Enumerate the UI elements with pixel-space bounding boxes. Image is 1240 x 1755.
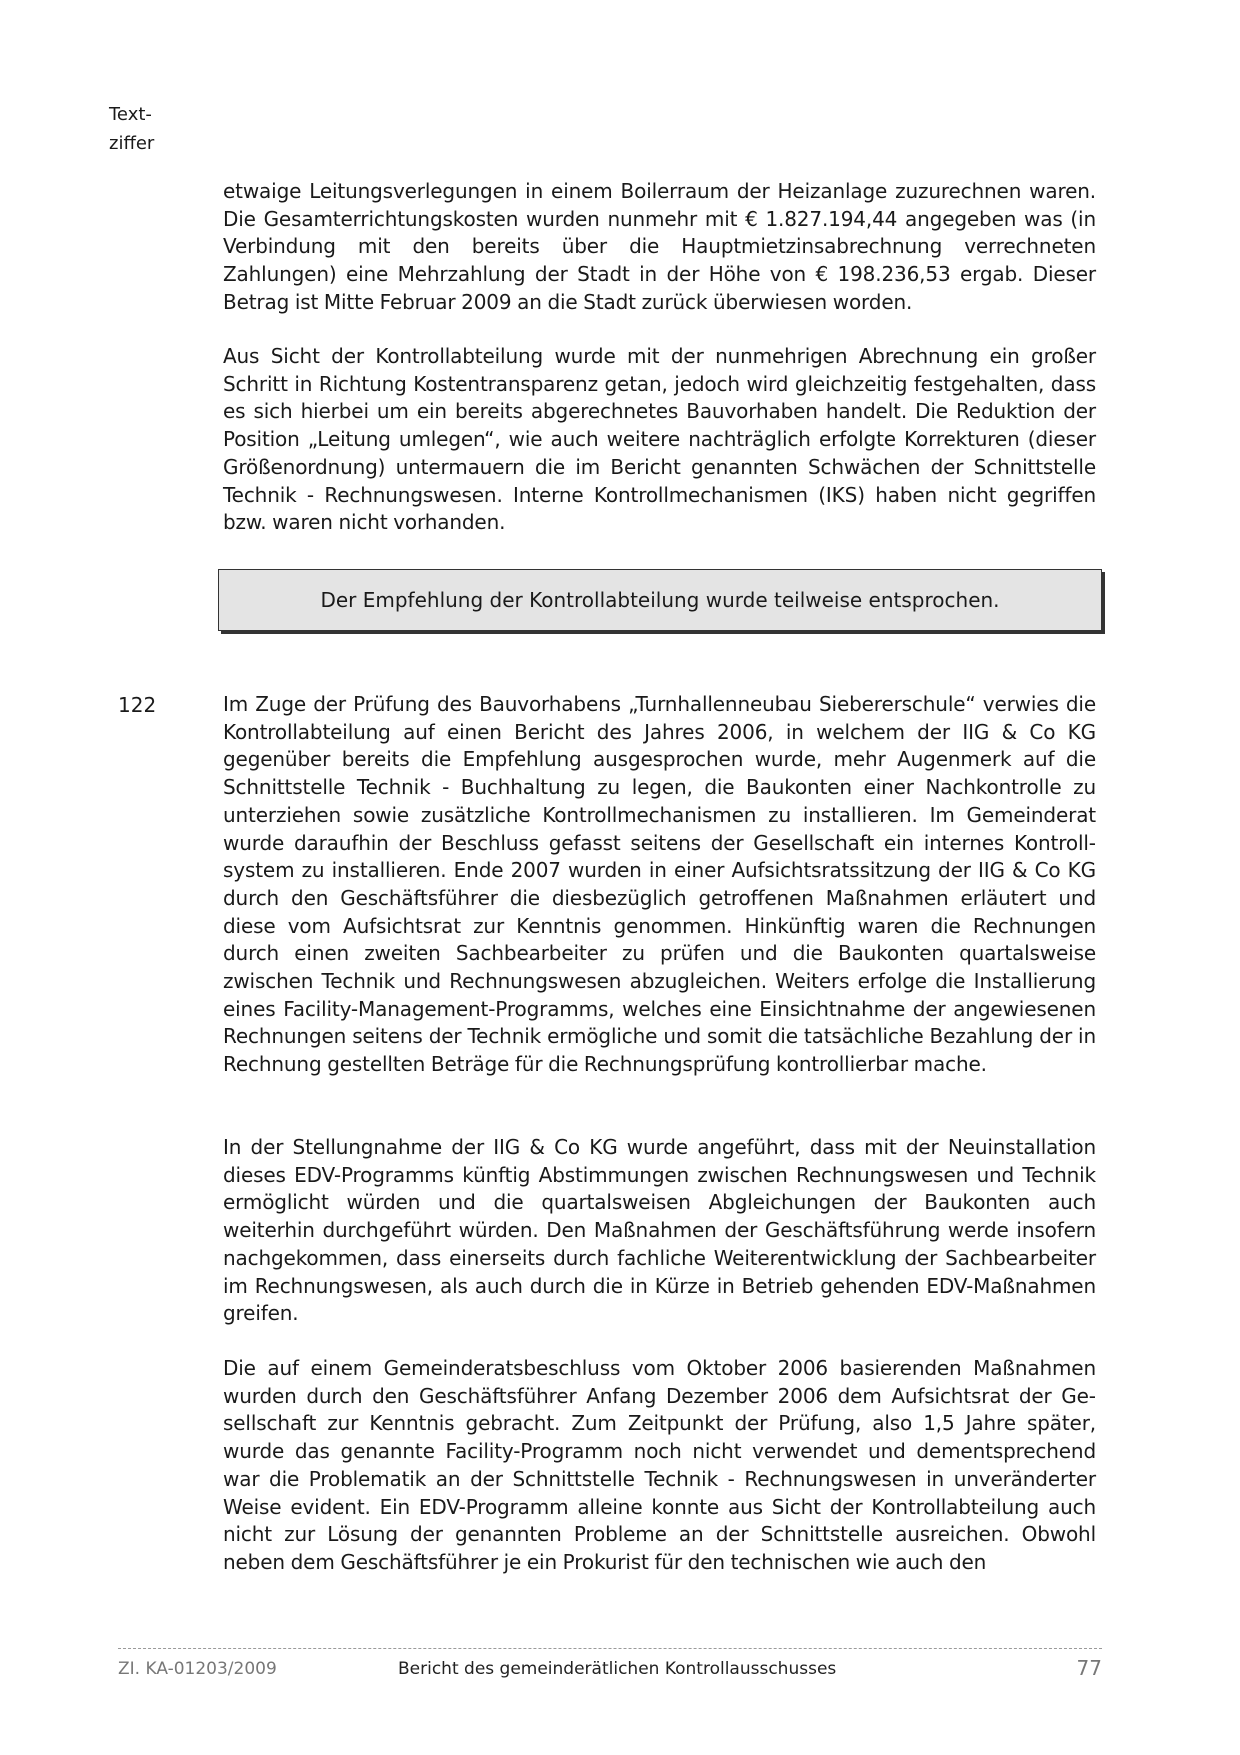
paragraph-text: Die auf einem Gemeinderatsbeschluss vom Oktober 2006 basierenden Maßnahmen wurden durch den Geschäftsführer Anfang Dezember 2006 dem Aufsichtsrat der Gesellschaft zur Kenntnis gebracht. Zum Zeitpunkt der Prüfung, also 1,5 Jahre später, wurde das genannte Facility-Programm noch nicht verwendet und dementsprechend war die Problematik an der Schnittstelle Technik - Rechnungswesen in unveränderter Weise evident. Ein EDV-Programm alleine konnte aus Sicht der Kontrollabteilung auch nicht zur Lösung der genannten Probleme an der Schnittstelle ausreichen. Obwohl neben dem Geschäftsführer je ein Prokurist für den technischen wie auch den [223,1356,1096,1574]
footer-title: Bericht des gemeinderätlichen Kontrollausschusses [398,1659,837,1679]
paragraph-number [118,691,156,719]
paragraph-text: Aus Sicht der Kontrollabteilung wurde mit der nunmehrigen Abrechnung ein großer Schritt in Richtung Kostentransparenz getan, jedoch wird gleichzeitig festgehalten, dass es sich hierbei um ein bereits abgerechnetes Bauvorhaben handelt. Die Reduktion der Position „Leitung umlegen“, wie auch weitere nachträglich erfolgte Korrekturen (dieser Größenordnung) untermauern die im Bericht genannten Schwächen der Schnittstelle Technik - Rechnungswesen. Interne Kontrollmechanismen (IKS) haben nicht gegriffen bzw. waren nicht vorhanden. [223,344,1096,535]
paragraph-text: In der Stellungnahme der IIG & Co KG wurde angeführt, dass mit der Neuinstallation dieses EDV-Programms künftig Abstimmungen zwischen Rechnungswesen und Technik ermöglicht würden und die quartalsweisen Abgleichungen der Baukonten auch weiterhin durchgeführt würden. Den Maßnahmen der Geschäftsführung werde insofern nachgekommen, dass einerseits durch fachliche Weiterentwicklung der Sachbearbeiter im Rechnungswesen, als auch durch die in Kürze in Betrieb gehenden EDV-Maßnahmen greifen. [223,1135,1096,1326]
footer-divider [118,1648,1102,1649]
recommendation-callout-box [218,569,1102,631]
paragraph-block-4 [223,1134,1096,1328]
paragraph-block-122 [223,691,1096,1079]
callout-text: Der Empfehlung der Kontrollabteilung wurde teilweise entsprochen. [320,588,1000,612]
paragraph-block-5 [223,1355,1096,1577]
paragraph-number-text: 122 [118,693,157,717]
paragraph-block-2 [223,343,1096,537]
page-number: 77 [1076,1656,1102,1680]
paragraph-text: Im Zuge der Prüfung des Bauvorhabens „Turnhallenneubau Siebererschule“ verwies die Kontrollabteilung auf einen Bericht des Jahres 2006, in welchem der IIG & Co KG gegenüber bereits die Empfehlung ausgesprochen wurde, mehr Augenmerk auf die Schnittstelle Technik - Buchhaltung zu legen, die Baukonten einer Nachkontrolle zu unterziehen sowie zusätzliche Kontrollmechanismen zu installieren. Im Gemeinderat wurde daraufhin der Beschluss gefasst seitens der Gesellschaft ein internes Kontrollsystem zu installieren. Ende 2007 wurden in einer Aufsichtsratssitzung der IIG & Co KG durch den Geschäftsführer die diesbezüglich getroffenen Maßnahmen erläutert und diese vom Aufsichtsrat zur Kenntnis genommen. Hinkünftig waren die Rechnungen durch einen zweiten Sachbearbeiter zu prüfen und die Baukonten quartalsweise zwischen Technik und Rechnungswesen abzugleichen. Weiters erfolge die Installierung eines Facility-Management-Programms, welches eine Einsichtnahme der angewiesenen Rechnungen seitens der Technik ermögliche und somit die tatsächliche Bezahlung der in Rechnung gestellten Beträge für die Rechnungsprüfung kontrollierbar mache. [223,692,1096,1077]
paragraph-block-1 [223,178,1096,317]
margin-label-textziffer [109,100,179,158]
footer-reference: ZI. KA-01203/2009 [118,1659,277,1679]
margin-label-text: Text- ziffer [109,104,155,154]
page-footer [118,1656,1102,1683]
paragraph-text: etwaige Leitungsverlegungen in einem Boilerraum der Heizanlage zuzurechnen waren. Die Gesamterrichtungskosten wurden nunmehr mit € 1.827.194,44 angegeben was (in Verbindung mit den bereits über die Hauptmietzinsabrechnung verrechneten Zahlungen) eine Mehrzahlung der Stadt in der Höhe von € 198.236,53 ergab. Dieser Betrag ist Mitte Februar 2009 an die Stadt zurück überwiesen worden. [223,179,1096,314]
